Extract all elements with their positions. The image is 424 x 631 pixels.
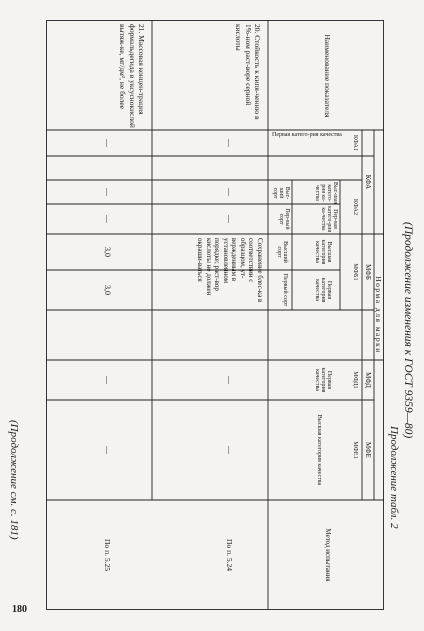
- subbrand-mfd1: МФД1: [352, 371, 359, 389]
- document-header: (Продолжение изменения к ГОСТ 9359—80): [402, 222, 414, 439]
- grade-kfa1-first: Первая катего-рия качества: [272, 132, 342, 138]
- row20-method: По п. 5.24: [225, 539, 234, 571]
- subbrand-mfe1: МФЕ1: [352, 441, 359, 459]
- subbrand-mfb1: МФБ1: [352, 263, 359, 281]
- footer-note: (Продолжение см. с. 181): [8, 420, 20, 540]
- row21-mfd1: —: [103, 376, 112, 384]
- sort-kfa2-top: Выс-ший сорт: [272, 186, 290, 200]
- row21-kfa1: —: [103, 139, 112, 147]
- subbrand-kfa2: КФА2: [352, 198, 359, 216]
- grade-kfa2-first: Пер-вая катего-рия ка-чества: [319, 206, 338, 232]
- row21-mfb1-first: 3,0: [103, 285, 112, 295]
- row21-method: По п. 5.25: [103, 539, 112, 571]
- grade-mfd1-first: Первая категория качества: [314, 367, 332, 393]
- continuation-label: Продолжение табл. 2: [388, 426, 400, 529]
- sort-mfb1-top: Высший сорт: [276, 241, 288, 263]
- row21-mfe1: —: [103, 446, 112, 454]
- indicator-header: Наименование показателя: [323, 34, 332, 118]
- page-number: 180: [12, 604, 27, 615]
- brand-mfe: МФЕ: [364, 442, 372, 458]
- row20-mfd1: —: [225, 376, 234, 384]
- row20-kfa2-top: —: [225, 188, 234, 196]
- table-rules: [46, 20, 384, 610]
- sort-kfa2-first: Пер-вый сорт: [278, 208, 290, 230]
- subbrand-kfa1: КФА1: [352, 134, 359, 152]
- grade-mfb1-top: Высшая категория качества: [314, 239, 332, 265]
- row21-kfa2-first: —: [103, 215, 112, 223]
- method-header: Метод испытания: [324, 528, 332, 582]
- row20-mfe1: —: [225, 446, 234, 454]
- row21-mfb1-top: 3,0: [103, 247, 112, 257]
- grade-mfb1-first: Первая категория качества: [314, 277, 332, 303]
- brand-mfd: МФД: [364, 372, 372, 388]
- brand-mfb: МФБ: [364, 264, 372, 280]
- row20-kfa1: —: [225, 139, 234, 147]
- row20-mfb1: Сохранение блес-ка в соответствии с образцом, ут-вержденным в установленном порядке; раст-вор кислоты не должен окраши-ваться: [196, 238, 264, 303]
- row20-indicator: 20. Стойкость к кипя-чению в 1%-ном раст-воре серной кислоты: [234, 24, 262, 120]
- row20-kfa2-first: —: [225, 215, 234, 223]
- brand-kfa: КФА: [364, 174, 372, 190]
- grade-kfa2-top: Выс-шая катего-рия ка-чества: [313, 182, 338, 204]
- sort-mfb1-first: Первый сорт: [282, 273, 288, 307]
- row21-kfa2-top: —: [103, 188, 112, 196]
- row21-indicator: 21. Массовая концен-трация формальдегида в уксуснокислой вытяж-ке, мг/дм³, не более: [118, 24, 146, 128]
- norm-header: Норма для марки: [374, 276, 383, 354]
- grade-mfe1-top: Высшая категория качества: [316, 414, 322, 486]
- table: [46, 20, 384, 610]
